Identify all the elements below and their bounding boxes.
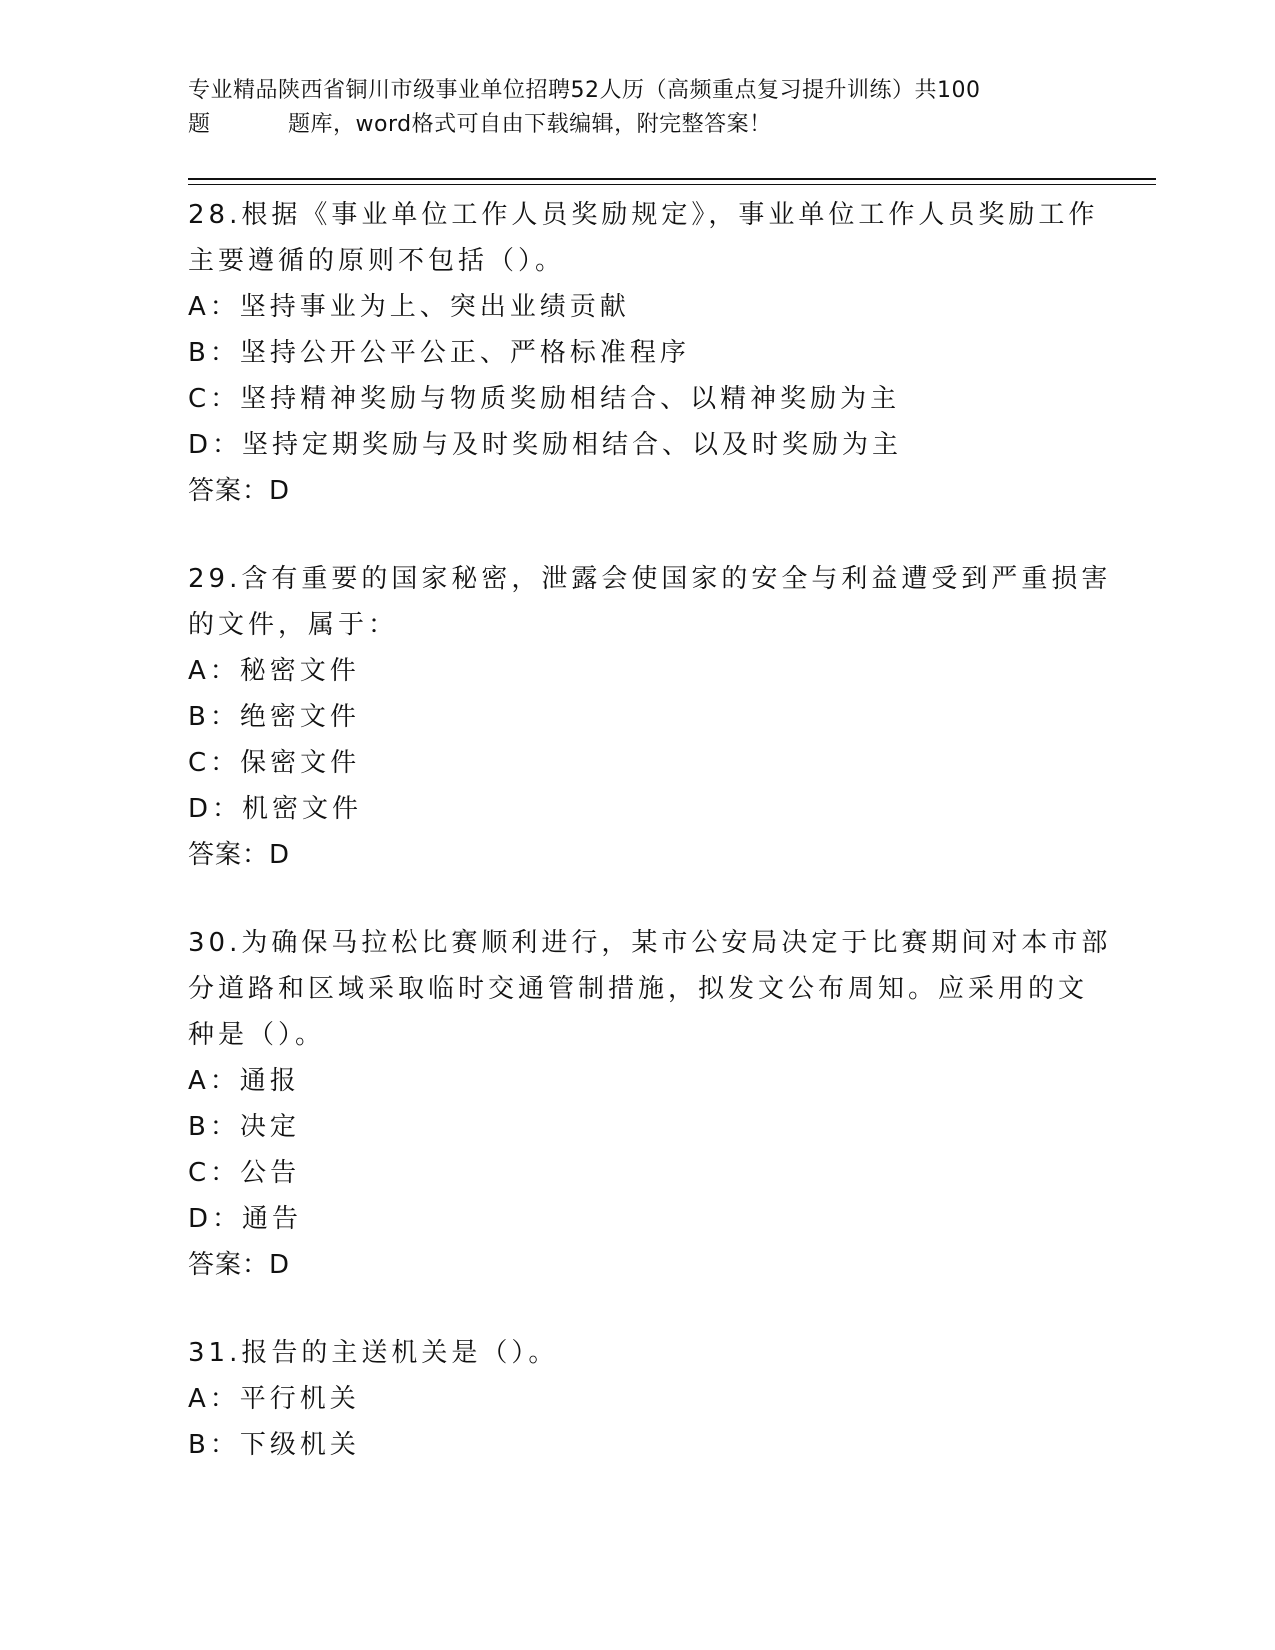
option-b: B：绝密文件 — [188, 702, 360, 732]
header-line-2-lead: 题 — [188, 112, 211, 137]
question-list — [188, 192, 1112, 1468]
header-line-2 — [188, 108, 1068, 142]
question-text-line: 31.报告的主送机关是（）。 — [188, 1338, 559, 1368]
question-28 — [188, 192, 1099, 514]
option-d: D：机密文件 — [188, 794, 363, 824]
option-a: A：坚持事业为上、突出业绩贡献 — [188, 292, 630, 322]
option-d: D：坚持定期奖励与及时奖励相结合、以及时奖励为主 — [188, 430, 903, 460]
spacer — [188, 514, 1088, 556]
question-text-line: 的文件，属于： — [188, 610, 399, 640]
answer-line: 答案：D — [188, 840, 291, 870]
document-header — [188, 74, 1068, 142]
option-c: C：保密文件 — [188, 748, 361, 778]
spacer — [188, 878, 1088, 920]
option-a: A：秘密文件 — [188, 656, 360, 686]
header-divider-thick — [188, 178, 1156, 180]
option-c: C：坚持精神奖励与物质奖励相结合、以精神奖励为主 — [188, 384, 901, 414]
question-text-line: 种是（）。 — [188, 1020, 326, 1050]
question-text-line: 30.为确保马拉松比赛顺利进行，某市公安局决定于比赛期间对本市部 — [188, 928, 1112, 958]
header-line-1: 专业精品陕西省铜川市级事业单位招聘52人历（高频重点复习提升训练）共100 — [188, 78, 981, 103]
option-b: B：下级机关 — [188, 1430, 360, 1460]
question-text-line: 28.根据《事业单位工作人员奖励规定》，事业单位工作人员奖励工作 — [188, 200, 1099, 230]
question-text-line: 29.含有重要的国家秘密，泄露会使国家的安全与利益遭受到严重损害 — [188, 564, 1112, 594]
option-d: D：通告 — [188, 1204, 303, 1234]
option-b: B：坚持公开公平公正、严格标准程序 — [188, 338, 690, 368]
option-c: C：公告 — [188, 1158, 301, 1188]
question-29 — [188, 556, 1112, 878]
answer-line: 答案：D — [188, 476, 291, 506]
option-a: A：平行机关 — [188, 1384, 360, 1414]
option-b: B：决定 — [188, 1112, 300, 1142]
question-30 — [188, 920, 1112, 1288]
question-31 — [188, 1330, 1088, 1468]
question-text-line: 主要遵循的原则不包括（）。 — [188, 246, 566, 276]
header-line-2-text: 题库，word格式可自由下载编辑，附完整答案！ — [288, 112, 772, 137]
question-text-line: 分道路和区域采取临时交通管制措施，拟发文公布周知。应采用的文 — [188, 974, 1089, 1004]
header-divider-thin — [188, 184, 1156, 185]
answer-line: 答案：D — [188, 1250, 291, 1280]
spacer — [188, 1288, 1088, 1330]
option-a: A：通报 — [188, 1066, 300, 1096]
